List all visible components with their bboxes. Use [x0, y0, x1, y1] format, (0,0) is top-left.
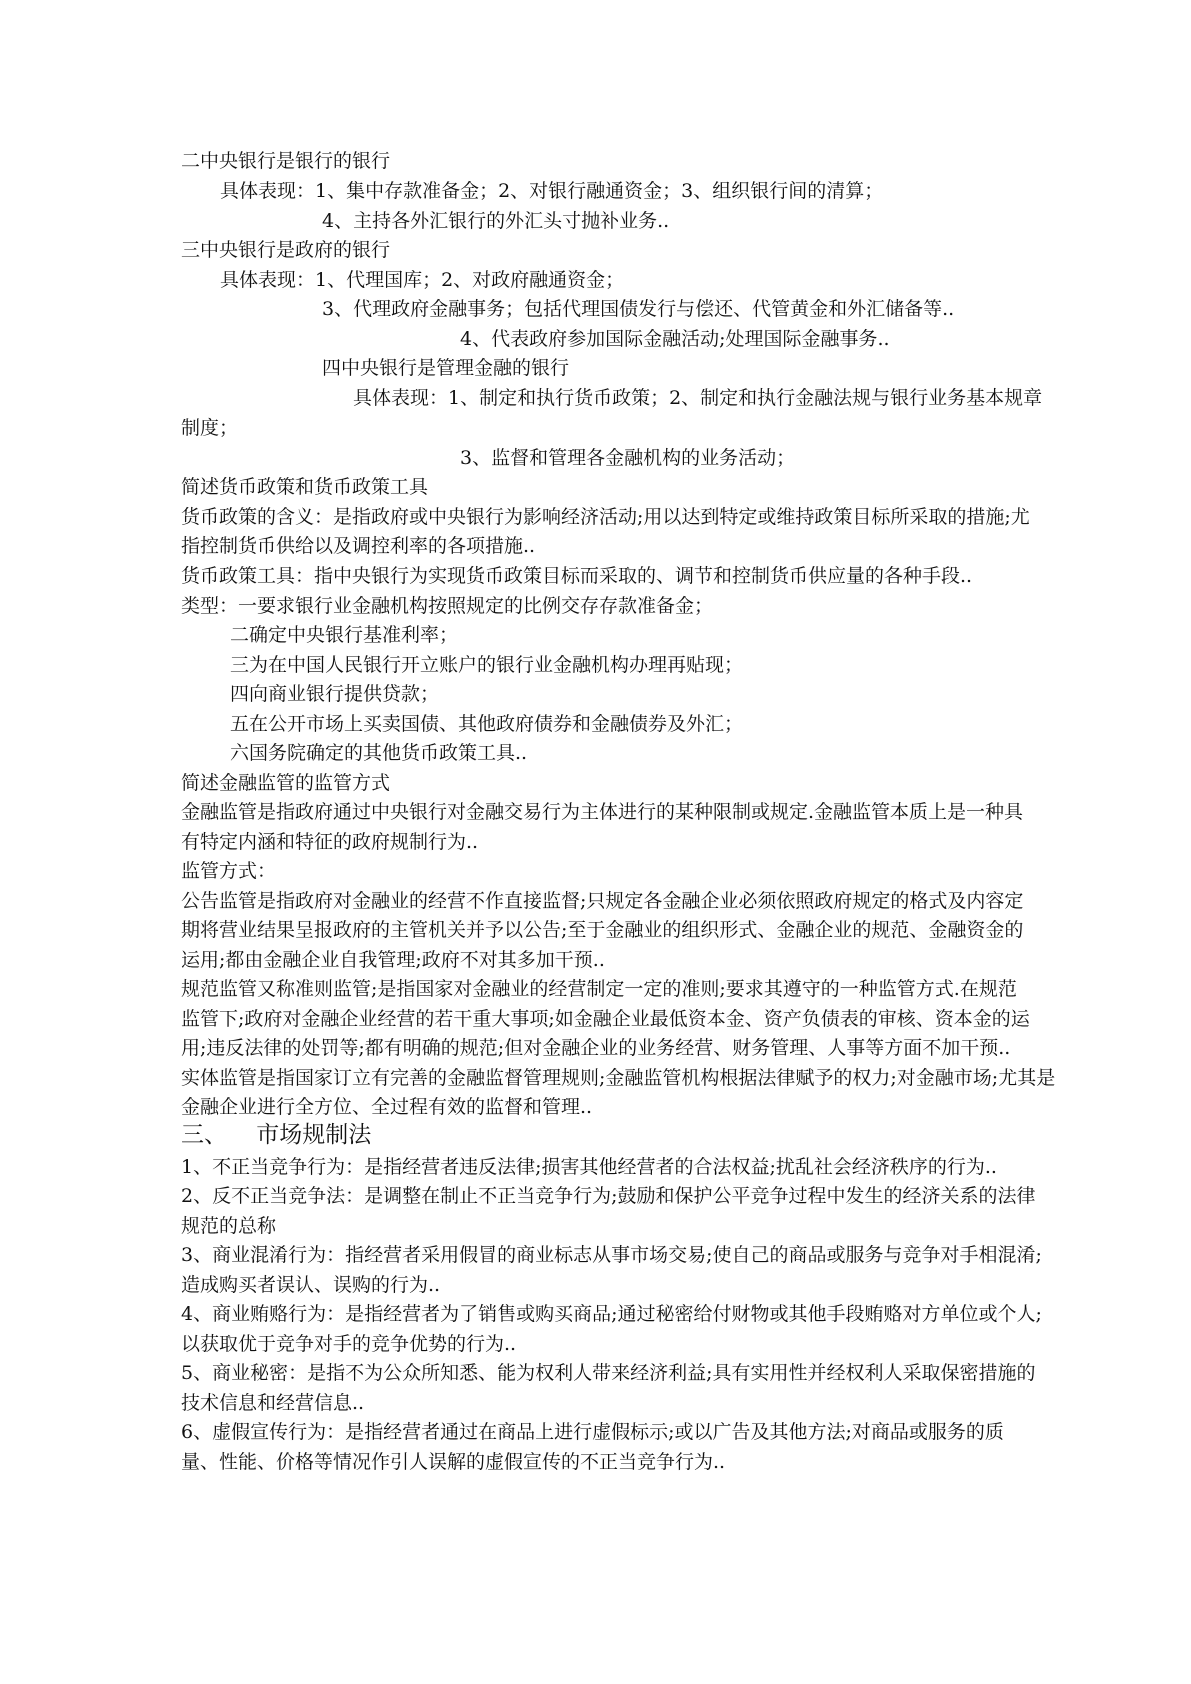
text-line: 有特定内涵和特征的政府规制行为.. — [181, 831, 479, 853]
section-heading-monetary-policy: 简述货币政策和货币政策工具 — [181, 476, 429, 498]
text-line: 实体监管是指国家订立有完善的金融监督管理规则;金融监管机构根据法律赋予的权力;对金融市场;尤其是 — [181, 1067, 1056, 1089]
text-line: 指控制货币供给以及调控利率的各项措施.. — [181, 535, 536, 557]
section-heading-central-bank-of-government: 三中央银行是政府的银行 — [181, 239, 391, 261]
text-line: 运用;都由金融企业自我管理;政府不对其多加干预.. — [181, 949, 605, 971]
text-line: 量、性能、价格等情况作引人误解的虚假宣传的不正当竞争行为.. — [181, 1451, 726, 1473]
text-line: 具体表现：1、代理国库；2、对政府融通资金； — [220, 269, 625, 291]
text-line: 货币政策工具：指中央银行为实现货币政策目标而采取的、调节和控制货币供应量的各种手段.. — [181, 565, 973, 587]
list-item: 二确定中央银行基准利率； — [230, 624, 459, 646]
text-line: 用;违反法律的处罚等;都有明确的规范;但对金融企业的业务经营、财务管理、人事等方面不加干预.. — [181, 1037, 1011, 1059]
chapter-heading-market-regulation-law: 三、 市场规制法 — [181, 1122, 372, 1148]
text-line: 造成购买者误认、误购的行为.. — [181, 1274, 441, 1296]
list-item: 三为在中国人民银行开立账户的银行业金融机构办理再贴现； — [230, 654, 744, 676]
text-line: 监管方式： — [181, 860, 277, 882]
text-line: 4、代表政府参加国际金融活动;处理国际金融事务.. — [460, 328, 890, 350]
text-line: 制度； — [181, 417, 239, 439]
section-heading-central-bank-managing-finance: 四中央银行是管理金融的银行 — [322, 357, 570, 379]
text-line: 4、主持各外汇银行的外汇头寸抛补业务.. — [322, 210, 670, 232]
text-line: 6、虚假宣传行为：是指经营者通过在商品上进行虚假标示;或以广告及其他方法;对商品或服务的质 — [181, 1421, 1004, 1443]
text-line: 期将营业结果呈报政府的主管机关并予以公告;至于金融业的组织形式、金融企业的规范、金融资金的 — [181, 919, 1024, 941]
text-line: 规范的总称 — [181, 1215, 277, 1237]
text-line: 金融监管是指政府通过中央银行对金融交易行为主体进行的某种限制或规定.金融监管本质上是一种具 — [181, 801, 1024, 823]
text-line: 规范监管又称准则监管;是指国家对金融业的经营制定一定的准则;要求其遵守的一种监管方式.在规范 — [181, 978, 1017, 1000]
text-line: 类型：一要求银行业金融机构按照规定的比例交存存款准备金； — [181, 595, 714, 617]
text-line: 具体表现：1、集中存款准备金；2、对银行融通资金；3、组织银行间的清算； — [220, 180, 884, 202]
list-item: 六国务院确定的其他货币政策工具.. — [230, 742, 528, 764]
text-line: 公告监管是指政府对金融业的经营不作直接监督;只规定各金融企业必须依照政府规定的格式及内容定 — [181, 890, 1024, 912]
text-line: 具体表现：1、制定和执行货币政策；2、制定和执行金融法规与银行业务基本规章 — [353, 387, 1043, 409]
section-heading-central-bank-of-banks: 二中央银行是银行的银行 — [181, 150, 391, 172]
text-line: 技术信息和经营信息.. — [181, 1392, 365, 1414]
text-line: 3、商业混淆行为：指经营者采用假冒的商业标志从事市场交易;使自己的商品或服务与竞争对手相混淆; — [181, 1244, 1042, 1266]
text-line: 1、不正当竞争行为：是指经营者违反法律;损害其他经营者的合法权益;扰乱社会经济秩序的行为.. — [181, 1156, 997, 1178]
text-line: 金融企业进行全方位、全过程有效的监督和管理.. — [181, 1096, 593, 1118]
text-line: 5、商业秘密：是指不为公众所知悉、能为权利人带来经济利益;具有实用性并经权利人采取保密措施的 — [181, 1362, 1036, 1384]
text-line: 4、商业贿赂行为：是指经营者为了销售或购买商品;通过秘密给付财物或其他手段贿赂对方单位或个人; — [181, 1303, 1042, 1325]
section-heading-financial-supervision: 简述金融监管的监管方式 — [181, 772, 391, 794]
list-item: 四向商业银行提供贷款； — [230, 683, 440, 705]
text-line: 3、代理政府金融事务；包括代理国债发行与偿还、代管黄金和外汇储备等.. — [322, 298, 955, 320]
list-item: 五在公开市场上买卖国债、其他政府债券和金融债券及外汇； — [230, 713, 744, 735]
text-line: 以获取优于竞争对手的竞争优势的行为.. — [181, 1333, 517, 1355]
text-line: 监管下;政府对金融企业经营的若干重大事项;如金融企业最低资本金、资产负债表的审核、资本金的运 — [181, 1008, 1030, 1030]
text-line: 货币政策的含义：是指政府或中央银行为影响经济活动;用以达到特定或维持政策目标所采取的措施;尤 — [181, 506, 1030, 528]
text-line: 2、反不正当竞争法：是调整在制止不正当竞争行为;鼓励和保护公平竞争过程中发生的经济关系的法律 — [181, 1185, 1036, 1207]
text-line: 3、监督和管理各金融机构的业务活动； — [460, 447, 796, 469]
